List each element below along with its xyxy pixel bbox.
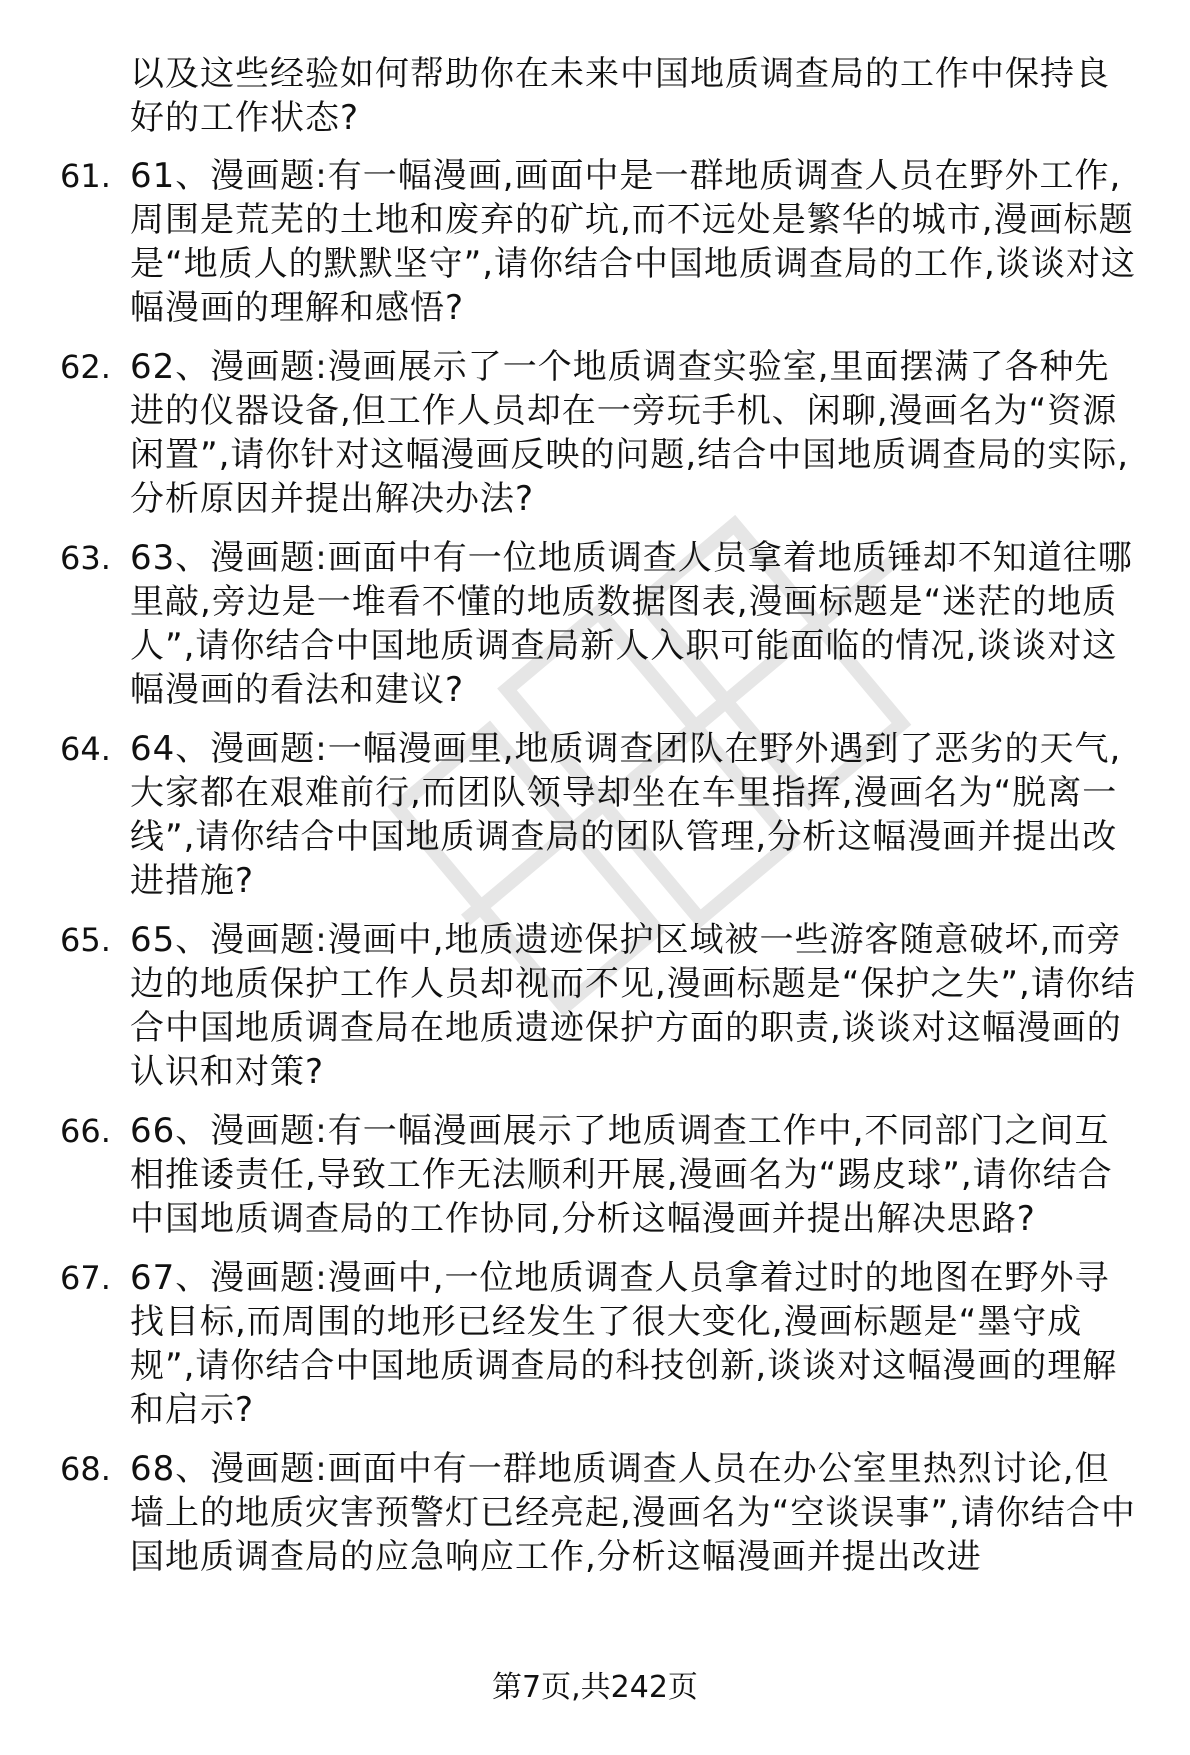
page-number-footer: 第7页,共242页 — [492, 1670, 698, 1705]
question-item — [60, 345, 1140, 521]
question-number: 64. — [60, 730, 111, 768]
question-item — [60, 1109, 1140, 1241]
question-text: 62、漫画题:漫画展示了一个地质调查实验室,里面摆满了各种先进的仪器设备,但工作人员却在一旁玩手机、闲聊,漫画名为“资源闲置”,请你针对这幅漫画反映的问题,结合中国地质调查局的实际,分析原因并提出解决办法? — [130, 347, 1130, 519]
question-number: 66. — [60, 1112, 111, 1150]
question-text: 68、漫画题:画面中有一群地质调查人员在办公室里热烈讨论,但墙上的地质灾害预警灯已经亮起,漫画名为“空谈误事”,请你结合中国地质调查局的应急响应工作,分析这幅漫画并提出改进 — [130, 1449, 1136, 1577]
question-number: 67. — [60, 1259, 111, 1297]
question-number: 62. — [60, 348, 111, 386]
continuation-paragraph: 以及这些经验如何帮助你在未来中国地质调查局的工作中保持良好的工作状态? — [130, 54, 1110, 138]
question-item — [60, 154, 1140, 330]
question-item — [60, 536, 1140, 712]
question-text: 64、漫画题:一幅漫画里,地质调查团队在野外遇到了恶劣的天气,大家都在艰难前行,而团队领导却坐在车里指挥,漫画名为“脱离一线”,请你结合中国地质调查局的团队管理,分析这幅漫画并提出改进措施? — [130, 729, 1122, 901]
question-number: 63. — [60, 539, 111, 577]
question-text: 65、漫画题:漫画中,地质遗迹保护区域被一些游客随意破坏,而旁边的地质保护工作人员却视而不见,漫画标题是“保护之失”,请你结合中国地质调查局在地质遗迹保护方面的职责,谈谈对这幅漫画的认识和对策? — [130, 920, 1136, 1092]
question-item — [60, 727, 1140, 903]
question-text: 61、漫画题:有一幅漫画,画面中是一群地质调查人员在野外工作,周围是荒芜的土地和废弃的矿坑,而不远处是繁华的城市,漫画标题是“地质人的默默坚守”,请你结合中国地质调查局的工作,谈谈对这幅漫画的理解和感悟? — [130, 156, 1136, 328]
document-body — [60, 52, 1140, 1594]
question-item — [60, 1447, 1140, 1579]
question-item — [60, 1256, 1140, 1432]
question-number: 68. — [60, 1450, 111, 1488]
question-text: 66、漫画题:有一幅漫画展示了地质调查工作中,不同部门之间互相推诿责任,导致工作无法顺利开展,漫画名为“踢皮球”,请你结合中国地质调查局的工作协同,分析这幅漫画并提出解决思路? — [130, 1111, 1113, 1239]
question-number: 61. — [60, 157, 111, 195]
question-text: 67、漫画题:漫画中,一位地质调查人员拿着过时的地图在野外寻找目标,而周围的地形已经发生了很大变化,漫画标题是“墨守成规”,请你结合中国地质调查局的科技创新,谈谈对这幅漫画的理解和启示? — [130, 1258, 1118, 1430]
question-text: 63、漫画题:画面中有一位地质调查人员拿着地质锤却不知道往哪里敲,旁边是一堆看不懂的地质数据图表,漫画标题是“迷茫的地质人”,请你结合中国地质调查局新人入职可能面临的情况,谈谈对这幅漫画的看法和建议? — [130, 538, 1133, 710]
question-item — [60, 918, 1140, 1094]
question-number: 65. — [60, 921, 111, 959]
